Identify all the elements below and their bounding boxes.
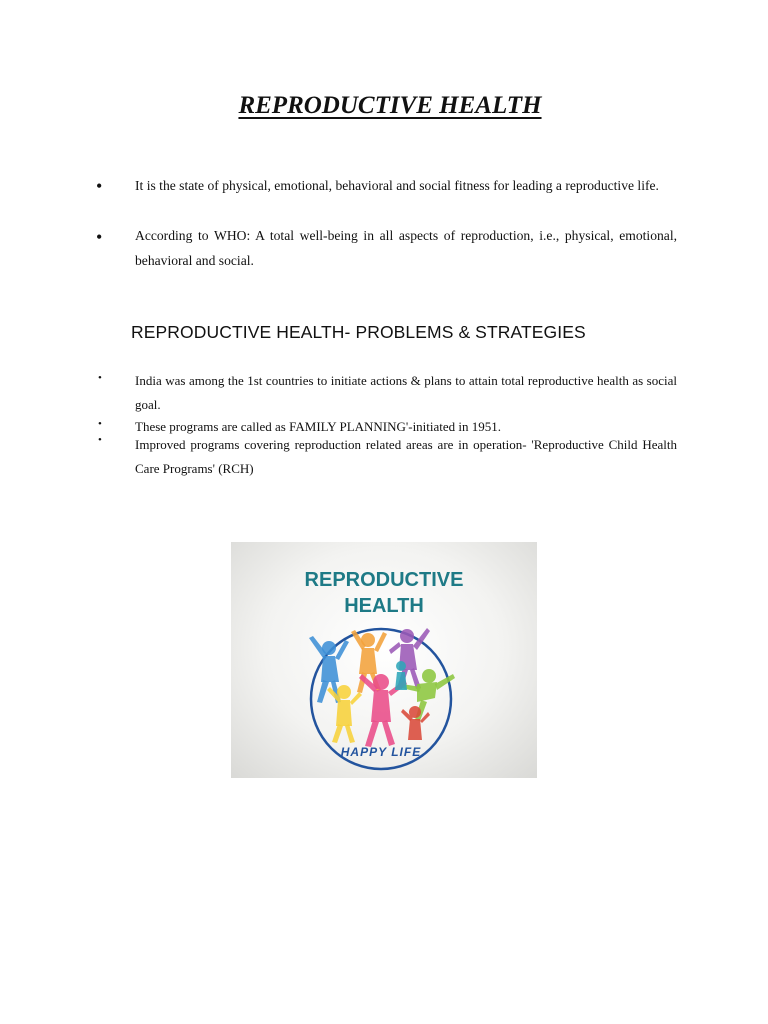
bullet-marker: • xyxy=(96,176,103,196)
intro-bullet-2: According to WHO: A total well-being in all aspects of reproduction, i.e., physical, emotional, behavioral and social. xyxy=(135,228,677,268)
poster-tagline: HAPPY LIFE xyxy=(340,745,422,759)
page-title: REPRODUCTIVE HEALTH xyxy=(238,92,542,119)
intro-bullet-1: It is the state of physical, emotional, behavioral and social fitness for leading a reproductive life. xyxy=(135,178,659,193)
bullet-marker: • xyxy=(98,372,102,384)
bullet-marker: • xyxy=(96,227,103,247)
jumping-people-figures xyxy=(309,628,455,747)
reproductive-health-poster-image xyxy=(231,542,537,778)
bullet-marker: • xyxy=(98,434,102,446)
bullet-marker: • xyxy=(98,418,102,430)
section-bullet-3: Improved programs covering reproduction related areas are in operation- 'Reproductive Child Health Care Programs' (RCH) xyxy=(135,437,677,476)
section-heading: REPRODUCTIVE HEALTH- PROBLEMS & STRATEGIES xyxy=(131,322,586,342)
poster-title-line-1: REPRODUCTIVE xyxy=(304,569,464,591)
section-bullet-2: These programs are called as FAMILY PLANNING'-initiated in 1951. xyxy=(135,419,502,434)
section-bullet-1: India was among the 1st countries to initiate actions & plans to attain total reproductive health as social goal. xyxy=(135,373,677,412)
figure-lower-left-icon xyxy=(327,685,362,743)
poster-illustration xyxy=(231,542,537,778)
poster-title-line-2: HEALTH xyxy=(344,595,424,617)
figure-lower-right-icon xyxy=(401,706,430,740)
figure-small-red-icon xyxy=(395,661,407,690)
